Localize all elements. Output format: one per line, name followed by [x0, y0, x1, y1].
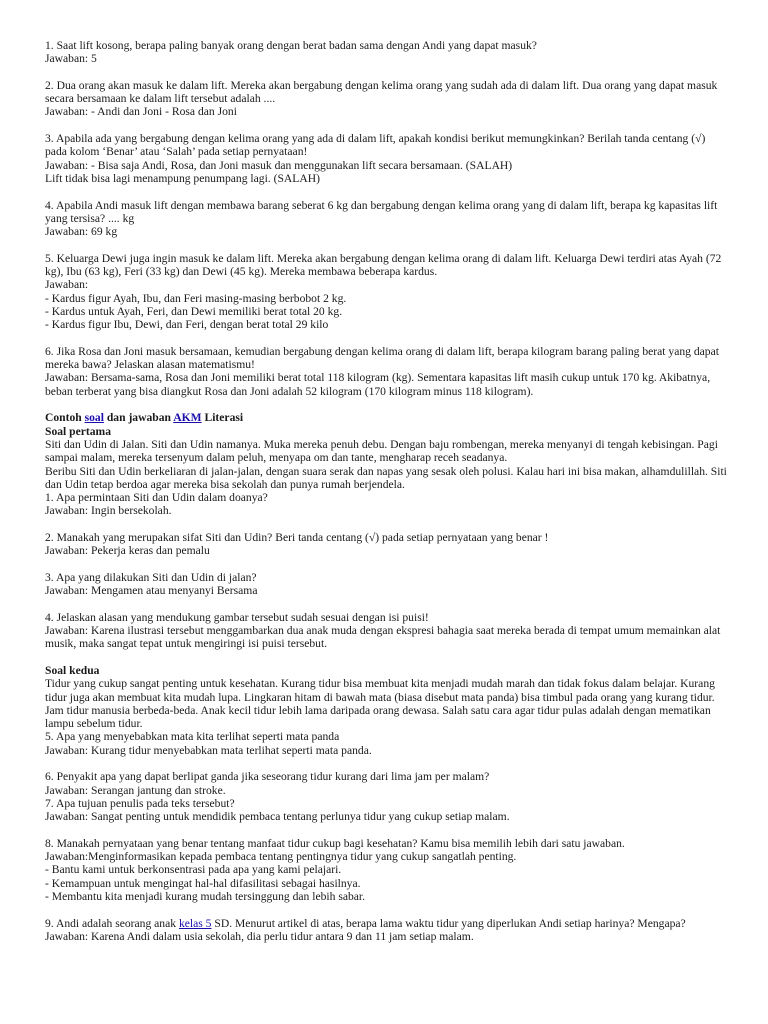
qa-block-k9 — [45, 917, 728, 944]
qa-block-3 — [45, 132, 728, 185]
qa-block-p4 — [45, 611, 728, 651]
heading-suffix: Literasi — [201, 411, 244, 425]
answer-text: Jawaban: Karena Andi dalam usia sekolah, dia perlu tidur antara 9 dan 11 jam setiap malam. — [45, 929, 474, 943]
answer-text: Jawaban: Pekerja keras dan pemalu — [45, 544, 210, 558]
answer-text: Jawaban: Serangan jantung dan stroke. — [45, 783, 226, 797]
qa-block-5 — [45, 252, 728, 332]
heading-prefix: Contoh — [45, 411, 85, 425]
poem-paragraph: Siti dan Udin di Jalan. Siti dan Udin namanya. Muka mereka penuh debu. Dengan baju rombengan, mereka menyanyi di tengah kebisingan. Pagi sampai malam, mereka tersenyum dalam peluh, menyapa om dan tante, mengharap receh seadanya. — [45, 437, 718, 465]
question-text: 3. Apa yang dilakukan Siti dan Udin di jalan? — [45, 570, 257, 584]
qa-block-4 — [45, 199, 728, 239]
qa-block-1 — [45, 39, 728, 66]
section-heading — [45, 411, 728, 424]
qa-block-k8 — [45, 837, 728, 903]
question-text: 2. Manakah yang merupakan sifat Siti dan Udin? Beri tanda centang (√) pada setiap pernyataan yang benar ! — [45, 530, 549, 544]
qa-block-k5 — [45, 730, 728, 757]
qa-block-6 — [45, 345, 728, 398]
soal-kedua-title: Soal kedua — [45, 663, 100, 677]
answer-text: Jawaban: Karena ilustrasi tersebut menggambarkan dua anak muda dengan ekspresi bahagia saat mereka berada di tempat umum memainkan alat musik, maka sangat tepat untuk mengiringi isi puisi tersebut. — [45, 624, 721, 651]
answer-text: Jawaban: - Andi dan Joni - Rosa dan Joni — [45, 105, 237, 119]
answer-text: - Kardus figur Ibu, Dewi, dan Feri, dengan berat total 29 kilo — [45, 318, 329, 332]
qa-block-p1 — [45, 491, 728, 518]
poem-paragraph: Beribu Siti dan Udin berkeliaran di jalan-jalan, dengan suara serak dan napas yang sesak oleh polusi. Kalau hari ini bisa makan, alhamdulillah. Siti dan Udin tetap berdoa agar mereka bisa sekolah dan punya rumah berjendela. — [45, 464, 727, 491]
answer-text: Jawaban: Mengamen atau menyanyi Bersama — [45, 584, 258, 598]
answer-text: Lift tidak bisa lagi menampung penumpang lagi. (SALAH) — [45, 171, 320, 185]
question-text: 7. Apa tujuan penulis pada teks tersebut? — [45, 796, 235, 810]
question-text — [45, 917, 728, 930]
qa-block-2 — [45, 79, 728, 119]
answer-text: Jawaban:Menginformasikan kepada pembaca tentang pentingnya tidur yang cukup sangatlah penting. — [45, 850, 517, 864]
answer-text: - Kardus untuk Ayah, Feri, dan Dewi memiliki berat total 20 kg. — [45, 304, 343, 318]
kelas-5-link[interactable]: kelas 5 — [178, 916, 212, 930]
heading-middle: dan jawaban — [103, 411, 174, 425]
question-text: 5. Keluarga Dewi juga ingin masuk ke dalam lift. Mereka akan bergabung dengan kelima orang di dalam lift. Keluarga Dewi terdiri atas Ayah (72 kg), Ibu (63 kg), Feri (33 kg) dan Dewi (45 kg). Mereka membawa beberapa kardus. — [45, 251, 722, 279]
answer-text: Jawaban: Sangat penting untuk mendidik pembaca tentang perlunya tidur yang cukup setiap malam. — [45, 810, 510, 824]
soal-pertama-title: Soal pertama — [45, 424, 112, 438]
qa-block-p3 — [45, 571, 728, 598]
answer-text: Jawaban: 5 — [45, 52, 97, 66]
answer-text: Jawaban: - Bisa saja Andi, Rosa, dan Joni masuk dan menggunakan lift secara bersamaan. (SALAH) — [45, 158, 513, 172]
answer-text: Jawaban: — [45, 278, 89, 292]
question-suffix: SD. Menurut artikel di atas, berapa lama waktu tidur yang diperlukan Andi setiap harinya? Mengapa? — [211, 916, 686, 930]
article-paragraph: Jam tidur manusia berbeda-beda. Anak kecil tidur lebih lama daripada orang dewasa. Salah satu cara agar tidur pulas adalah dengan mematikan lampu sebelum tidur. — [45, 703, 711, 731]
question-text: 6. Penyakit apa yang dapat berlipat ganda jika seseorang tidur kurang dari lima jam per malam? — [45, 770, 490, 784]
article-paragraph: Tidur yang cukup sangat penting untuk kesehatan. Kurang tidur bisa membuat kita menjadi mudah marah dan tidak fokus dalam belajar. Kurang tidur juga akan membuat kita mudah lupa. Lingkaran hitam di bawah mata (biasa disebut mata panda) bisa timbul pada orang yang kurang tidur. — [45, 677, 715, 704]
question-text: 4. Jelaskan alasan yang mendukung gambar tersebut sudah sesuai dengan isi puisi! — [45, 610, 429, 624]
document-body — [45, 39, 728, 943]
question-text: 3. Apabila ada yang bergabung dengan kelima orang yang ada di dalam lift, apakah kondisi berikut memungkinkan? Berilah tanda centang (√) pada kolom ‘Benar’ atau ‘Salah’ pada setiap pernyataan! — [45, 132, 706, 159]
answer-text: Jawaban: Bersama-sama, Rosa dan Joni memiliki berat total 118 kilogram (kg). Sementara kapasitas lift masih cukup untuk 170 kg. Akibatnya, beban terberat yang bisa diangkut Rosa dan Joni adalah 52 kilogram (170 kilogram minus 118 kilogram). — [45, 371, 711, 398]
question-text: 4. Apabila Andi masuk lift dengan membawa barang seberat 6 kg dan bergabung dengan kelima orang yang di dalam lift, berapa kg kapasitas lift yang tersisa? .... kg — [45, 198, 718, 225]
question-text: 6. Jika Rosa dan Joni masuk bersamaan, kemudian bergabung dengan kelima orang di dalam lift, berapa kilogram barang paling berat yang dapat mereka bawa? Jelaskan alasan matematismu! — [45, 344, 719, 372]
question-text: 5. Apa yang menyebabkan mata kita terlihat seperti mata panda — [45, 730, 340, 744]
akm-link[interactable]: AKM — [173, 411, 202, 425]
question-text: 8. Manakah pernyataan yang benar tentang manfaat tidur cukup bagi kesehatan? Kamu bisa memilih lebih dari satu jawaban. — [45, 836, 625, 850]
answer-text: Jawaban: 69 kg — [45, 225, 118, 239]
answer-text: - Kemampuan untuk mengingat hal-hal difasilitasi sebagai hasilnya. — [45, 876, 361, 890]
question-text: 1. Saat lift kosong, berapa paling banyak orang dengan berat badan sama dengan Andi yang dapat masuk? — [45, 39, 537, 52]
question-prefix: 9. Andi adalah seorang anak — [45, 916, 179, 930]
answer-text: - Kardus figur Ayah, Ibu, dan Feri masing-masing berbobot 2 kg. — [45, 291, 347, 305]
qa-block-k6-7 — [45, 770, 728, 823]
answer-text: Jawaban: Ingin bersekolah. — [45, 504, 172, 518]
question-text: 1. Apa permintaan Siti dan Udin dalam doanya? — [45, 491, 268, 505]
answer-text: - Membantu kita menjadi kurang mudah tersinggung dan lebih sabar. — [45, 890, 366, 903]
answer-text: Jawaban: Kurang tidur menyebabkan mata terlihat seperti mata panda. — [45, 743, 372, 757]
answer-text: - Bantu kami untuk berkonsentrasi pada apa yang kami pelajari. — [45, 863, 342, 877]
question-text: 2. Dua orang akan masuk ke dalam lift. Mereka akan bergabung dengan kelima orang yang sudah ada di dalam lift. Dua orang yang dapat masuk secara bersamaan ke dalam lift tersebut adalah .... — [45, 78, 718, 106]
qa-block-p2 — [45, 531, 728, 558]
soal-link[interactable]: soal — [84, 411, 104, 425]
